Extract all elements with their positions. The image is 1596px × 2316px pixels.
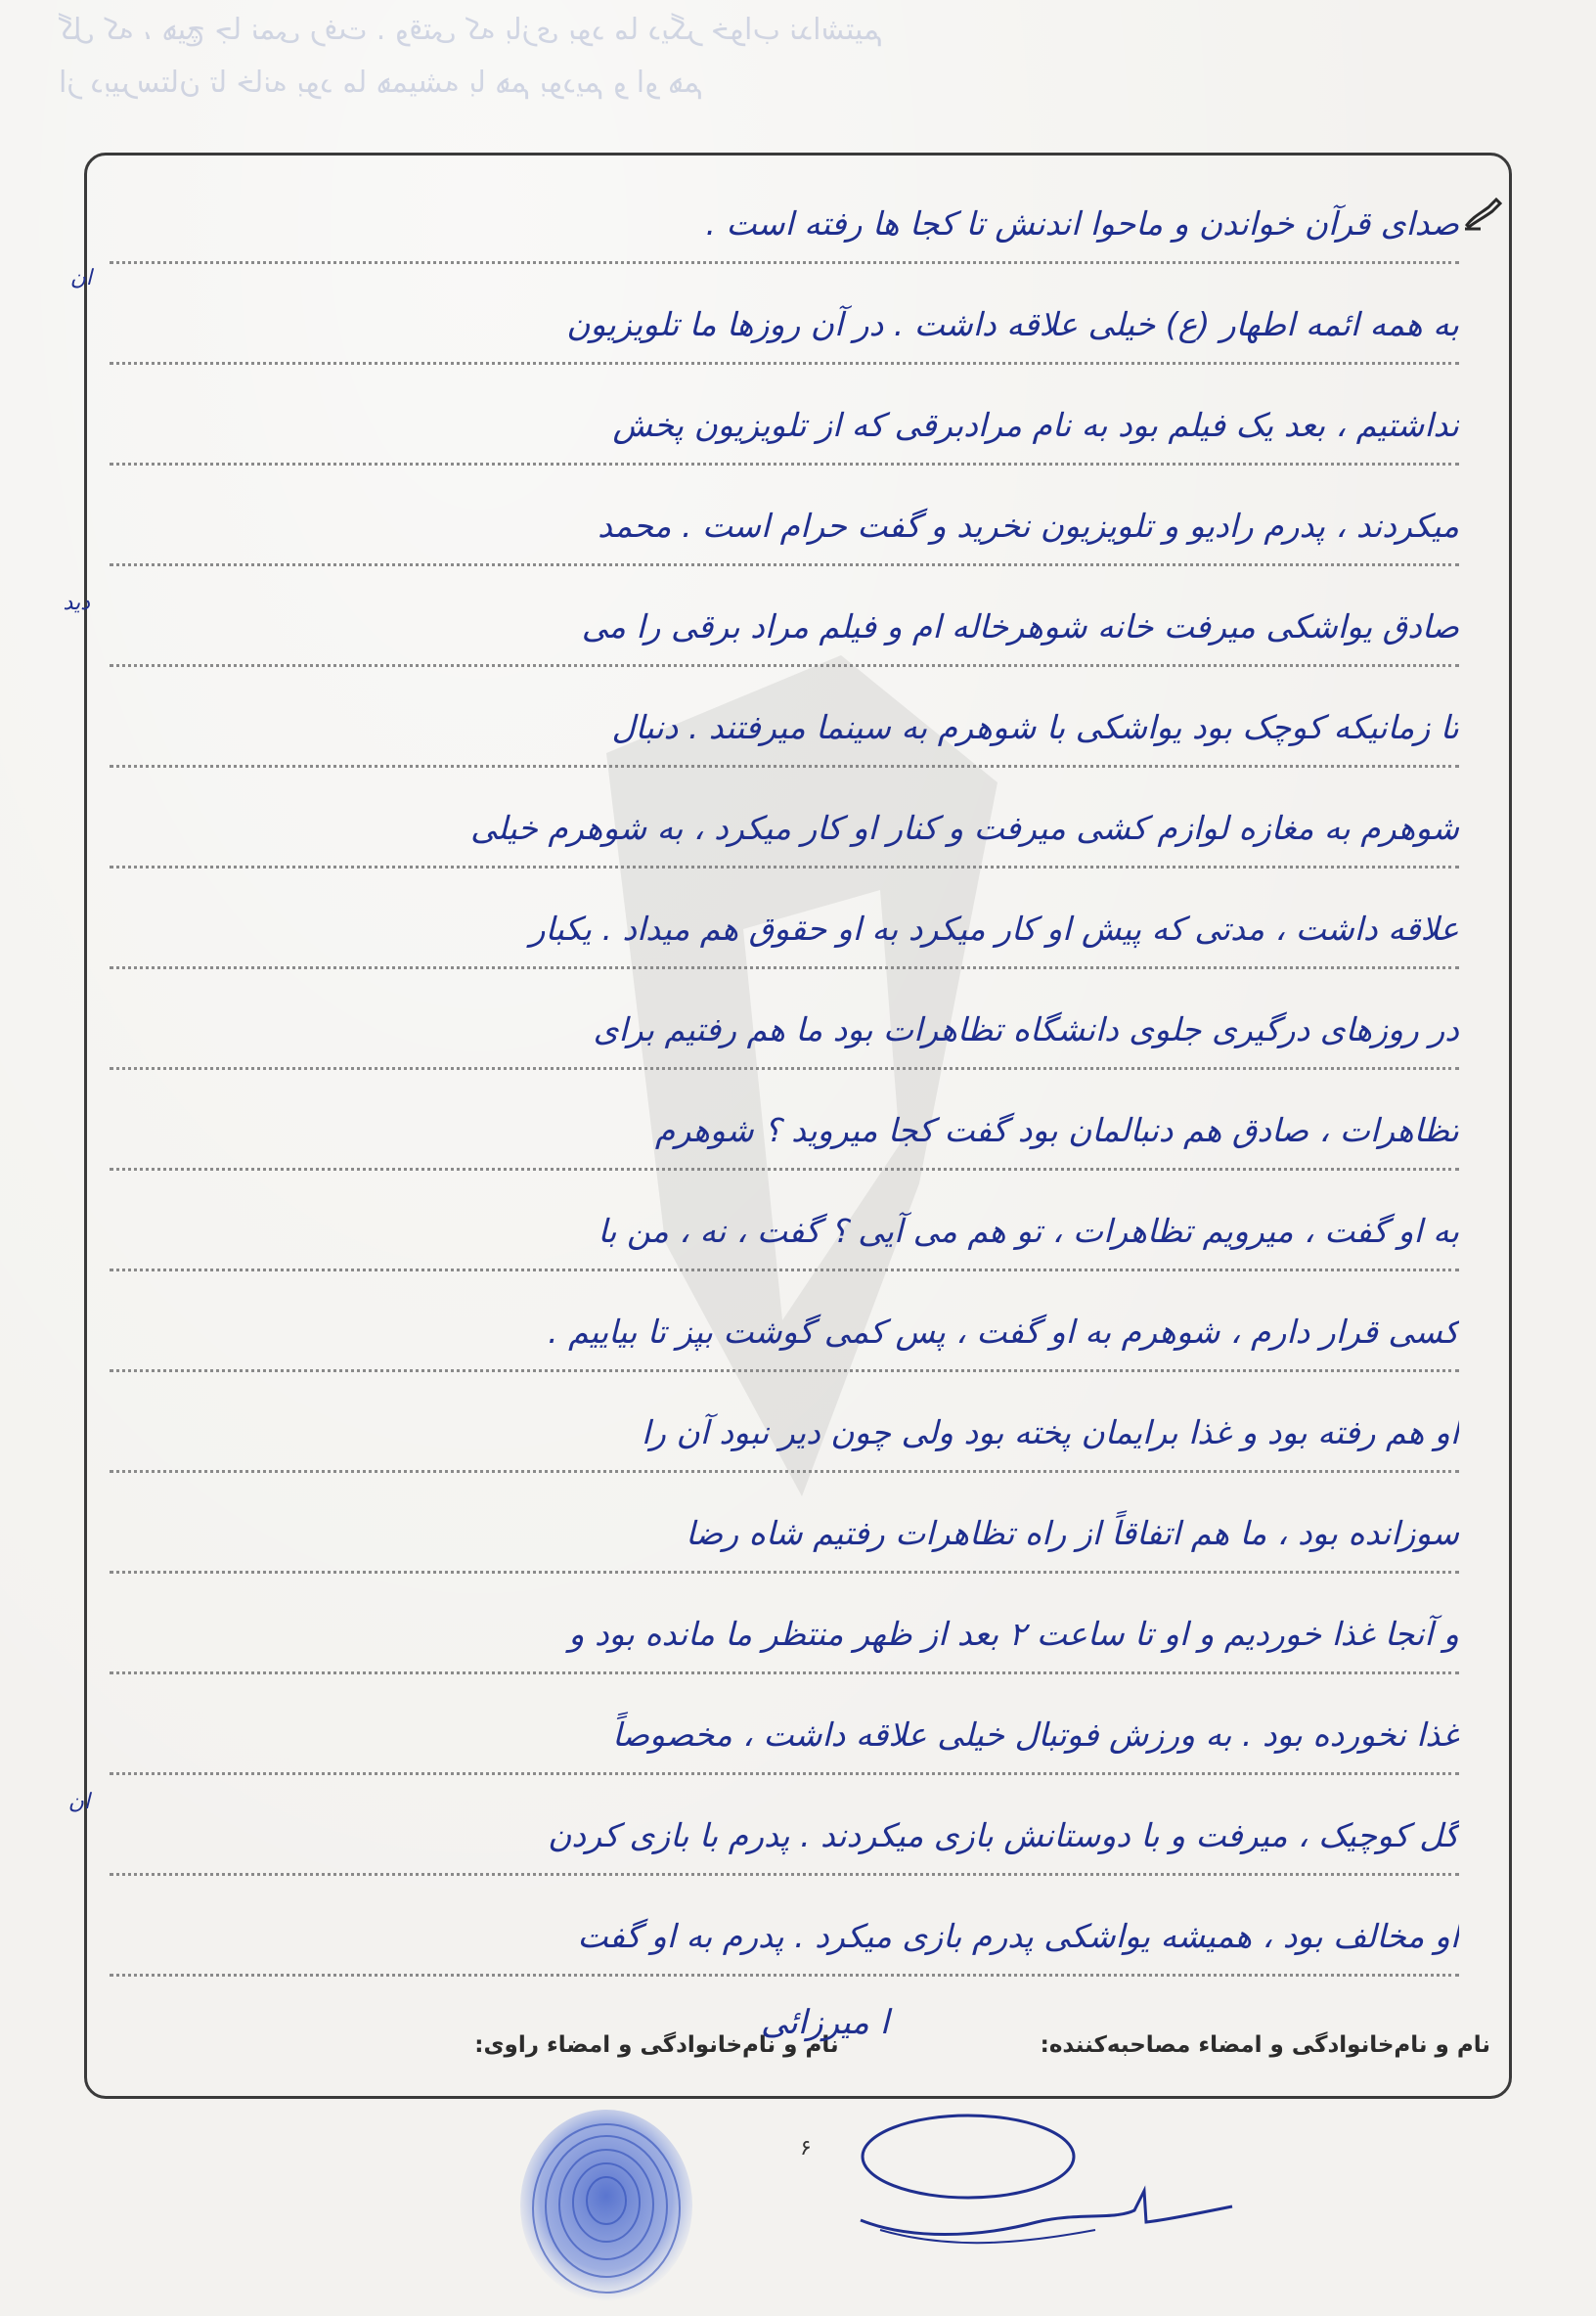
narrator-label: نام و نام‌خانوادگی و امضاء راوی: (474, 2032, 839, 2058)
text-line: شوهرم به مغازه لوازم کشی میرفت و کنار او کار میکرد ، به شوهرم خیلی (110, 788, 1459, 868)
page-number: ۶ (800, 2136, 812, 2160)
text-line: به همه ائمه اطهار (ع) خیلی علاقه داشت . در آن روزها ما تلویزیون (110, 285, 1459, 365)
handwritten-body (110, 184, 1459, 1997)
text-line: او مخالف بود ، همیشه یواشکی پدرم بازی میکرد . پدرم به او گفت (110, 1896, 1459, 1977)
margin-note: ان (69, 266, 92, 290)
text-line: میکردند ، پدرم رادیو و تلویزیون نخرید و گفت حرام است . محمد (110, 486, 1459, 566)
text-line: نداشتیم ، بعد یک فیلم بود به نام مرادبرقی که از تلویزیون پخش (110, 385, 1459, 466)
text-line: تا زمانیکه کوچک بود یواشکی با شوهرم به سینما میرفتند . دنبال (110, 688, 1459, 768)
fingerprint-stamp (509, 2103, 704, 2308)
narrator-signature (841, 2113, 1252, 2269)
text-line: صدای قرآن خواندن و ماحوا اندنش تا کجا ها رفته است . (110, 184, 1459, 264)
text-line: و آنجا غذا خوردیم و او تا ساعت ۲ بعد از ظهر منتظر ما مانده بود و (110, 1594, 1459, 1674)
bleed-through-text (0, 4, 1596, 141)
text-line: تظاهرات ، صادق هم دنبالمان بود گفت کجا میروید ؟ شوهرم (110, 1091, 1459, 1171)
text-line: گل کوچیک ، میرفت و با دوستانش بازی میکردند . پدرم با بازی کردن (110, 1796, 1459, 1876)
bleed-line: از دبیرستان تا خانه بود ما همیشه با هم بودیم و او هم (59, 66, 703, 100)
bleed-line: گل که ، هیچ جا نمی رفت . وقتی که بازی بود ما دیگر خواب نداشتیم (59, 13, 883, 47)
text-line: سوزانده بود ، ما هم اتفاقاً از راه تظاهرات رفتیم شاه رضا (110, 1493, 1459, 1574)
text-line: صادق یواشکی میرفت خانه شوهرخاله ام و فیلم مراد برقی را می (110, 587, 1459, 667)
margin-note: دید (63, 591, 90, 615)
text-line: به او گفت ، میرویم تظاهرات ، تو هم می آیی ؟ گفت ، نه ، من با (110, 1191, 1459, 1271)
pen-writing-icon (1463, 196, 1502, 231)
text-line: در روزهای درگیری جلوی دانشگاه تظاهرات بود ما هم رفتیم برای (110, 990, 1459, 1070)
text-line: علاقه داشت ، مدتی که پیش او کار میکرد به او حقوق هم میداد . یکبار (110, 889, 1459, 969)
interviewer-label: نام و نام‌خانوادگی و امضاء مصاحبه‌کننده: (1040, 2032, 1490, 2058)
signature-labels (474, 2032, 1490, 2058)
text-line: غذا نخورده بود . به ورزش فوتبال خیلی علاقه داشت ، مخصوصاً (110, 1695, 1459, 1775)
margin-note: ان (67, 1790, 90, 1814)
text-line: او هم رفته بود و غذا برایمان پخته بود ولی چون دیر نبود آن را (110, 1393, 1459, 1473)
text-line: کسی قرار دارم ، شوهرم به او گفت ، پس کمی گوشت بپز تا بیاییم . (110, 1292, 1459, 1372)
interviewer-signature: ا میرزائی (761, 2003, 890, 2042)
